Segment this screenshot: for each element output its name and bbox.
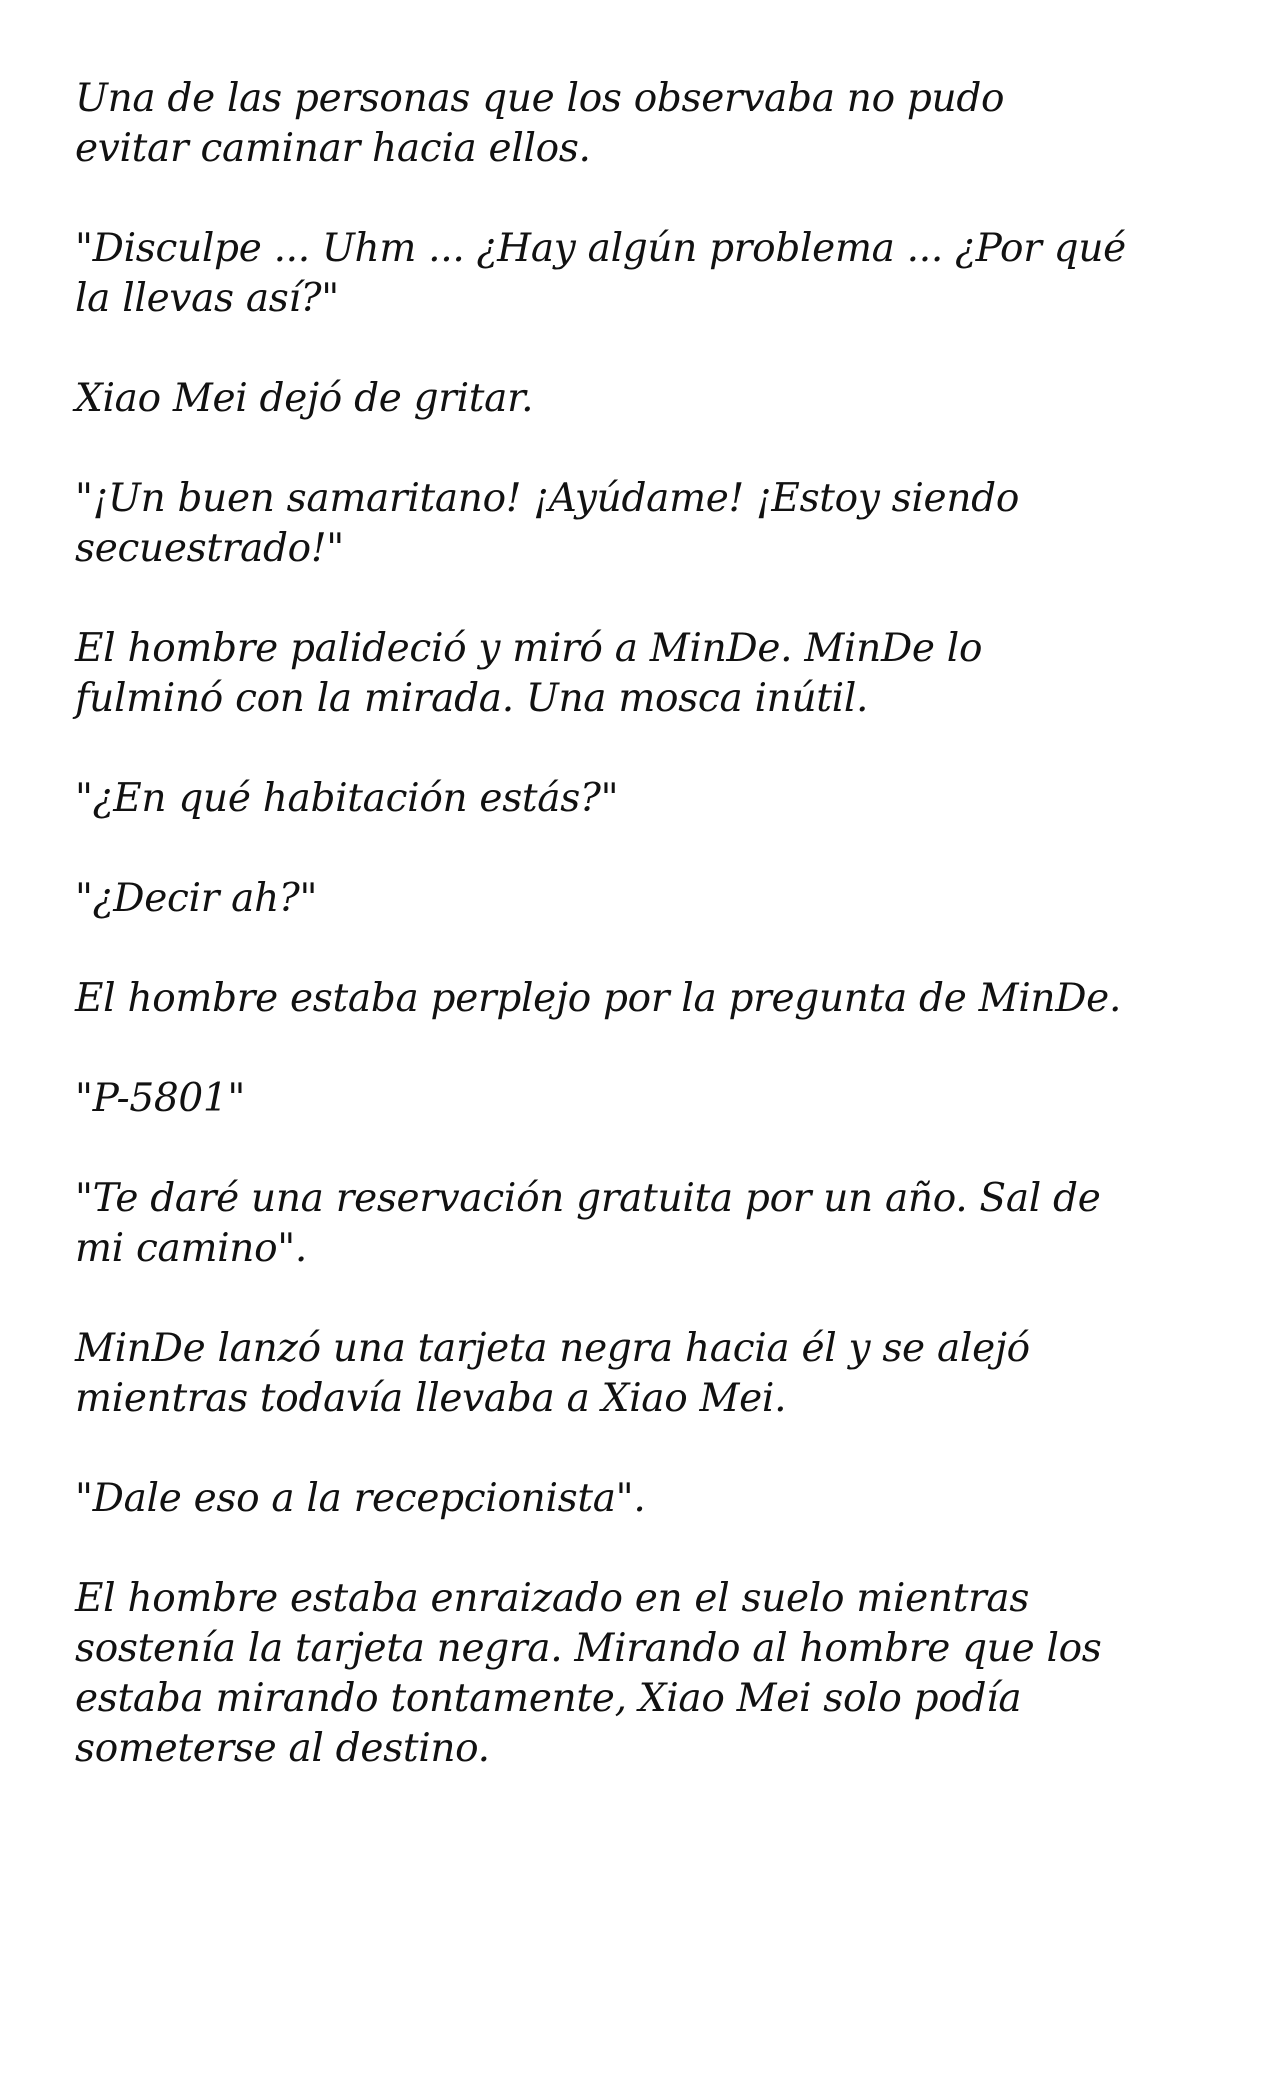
paragraph-5: El hombre palideció y miró a MinDe. MinDe lo fulminó con la mirada. Una mosca inútil. [75, 626, 983, 721]
paragraph-6: "¿En qué habitación estás?" [75, 776, 619, 821]
paragraph-7: "¿Decir ah?" [75, 876, 318, 921]
paragraph-13: El hombre estaba enraizado en el suelo mientras sostenía la tarjeta negra. Mirando al hombre que los estaba mirando tontamente, Xiao Mei solo podía someterse al destino. [75, 1576, 1102, 1771]
paragraph-10: "Te daré una reservación gratuita por un año. Sal de mi camino". [75, 1176, 1101, 1271]
paragraph-4: "¡Un buen samaritano! ¡Ayúdame! ¡Estoy siendo secuestrado!" [75, 476, 1020, 571]
document-body [75, 74, 1225, 1824]
paragraph-9: "P-5801" [75, 1076, 246, 1121]
paragraph-2: "Disculpe ... Uhm ... ¿Hay algún problema ... ¿Por qué la llevas así?" [75, 226, 1126, 321]
paragraph-3: Xiao Mei dejó de gritar. [75, 376, 534, 421]
paragraph-8: El hombre estaba perplejo por la pregunta de MinDe. [75, 976, 1122, 1021]
paragraph-12: "Dale eso a la recepcionista". [75, 1476, 646, 1521]
paragraph-11: MinDe lanzó una tarjeta negra hacia él y se alejó mientras todavía llevaba a Xiao Mei. [75, 1326, 1030, 1421]
paragraph-1: Una de las personas que los observaba no pudo evitar caminar hacia ellos. [75, 76, 1005, 171]
